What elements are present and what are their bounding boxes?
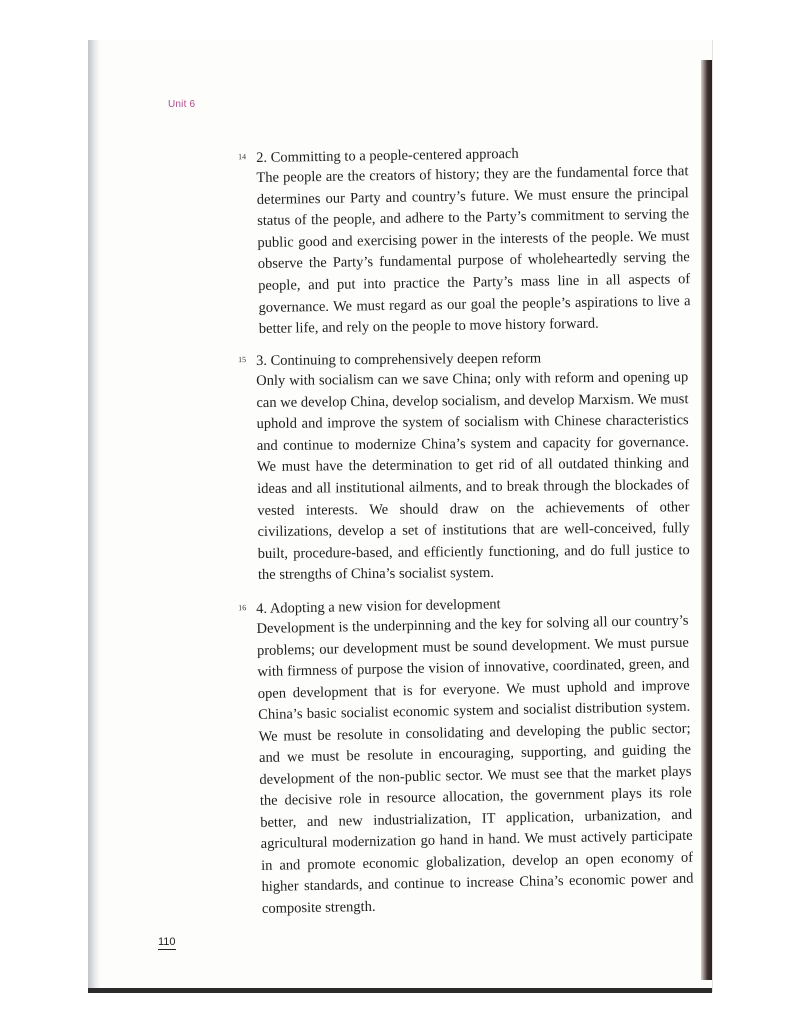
section-new-vision xyxy=(238,591,694,920)
page-bottom-edge xyxy=(88,988,712,993)
section-body: Development is the underpinning and the key for solving all our country’s problems; our development must be sound development. We must pursue with firmness of purpose the vision of innovative, coordinated, green, and open development that is for everyone. We must uphold and improve China’s basic socialist economic system and socialist distribution system. We must be resolute in consolidating and developing the public sector; and we must be resolute in encouraging, supporting, and guiding the development of the non-public sector. We must see that the market plays the decisive role in resource allocation, the government plays its role better, and new industrialization, IT application, urbanization, and agricultural modernization go hand in hand. We must actively participate in and promote economic globalization, develop an open economy of higher standards, and continue to increase China’s economic power and composite strength. xyxy=(256,612,694,917)
paragraph-number: 15 xyxy=(238,355,247,365)
unit-label: Unit 6 xyxy=(168,99,196,110)
page-edge xyxy=(701,60,712,980)
page-gutter xyxy=(88,40,100,992)
paragraph-number: 14 xyxy=(238,152,247,162)
section-heading: 2. Committing to a people-centered approach xyxy=(256,145,519,166)
section-heading: 3. Continuing to comprehensively deepen reform xyxy=(256,350,542,369)
paragraph-number: 16 xyxy=(238,603,247,613)
section-people-centered xyxy=(238,141,691,341)
section-heading: 4. Adopting a new vision for development xyxy=(256,596,501,617)
section-deepen-reform xyxy=(238,347,690,587)
section-body: Only with socialism can we save China; only with reform and opening up can we develop China, develop socialism, and develop Marxism. We must uphold and improve the system of socialism with Chinese characteristics and continue to modernize China’s system and capacity for governance. We must have the determination to get rid of all outdated thinking and ideas and all institutional ailments, and to break through the blockades of vested interests. We should draw on the achievements of other civilizations, develop a set of institutions that are well-conceived, fully built, procedure-based, and efficiently functioning, and do full justice to the strengths of China’s socialist system. xyxy=(256,369,690,584)
section-body: The people are the creators of history; they are the fundamental force that determines our Party and country’s future. We must ensure the principal status of the people, and adhere to the Party’s commitment to serving the public good and exercising power in the interests of the people. We must observe the Party’s fundamental purpose of wholeheartedly serving the people, and put into practice the Party’s mass line in all aspects of governance. We must regard as our goal the people’s aspirations to live a better life, and rely on the people to move history forward. xyxy=(256,163,691,338)
page-number: 110 xyxy=(158,936,176,948)
